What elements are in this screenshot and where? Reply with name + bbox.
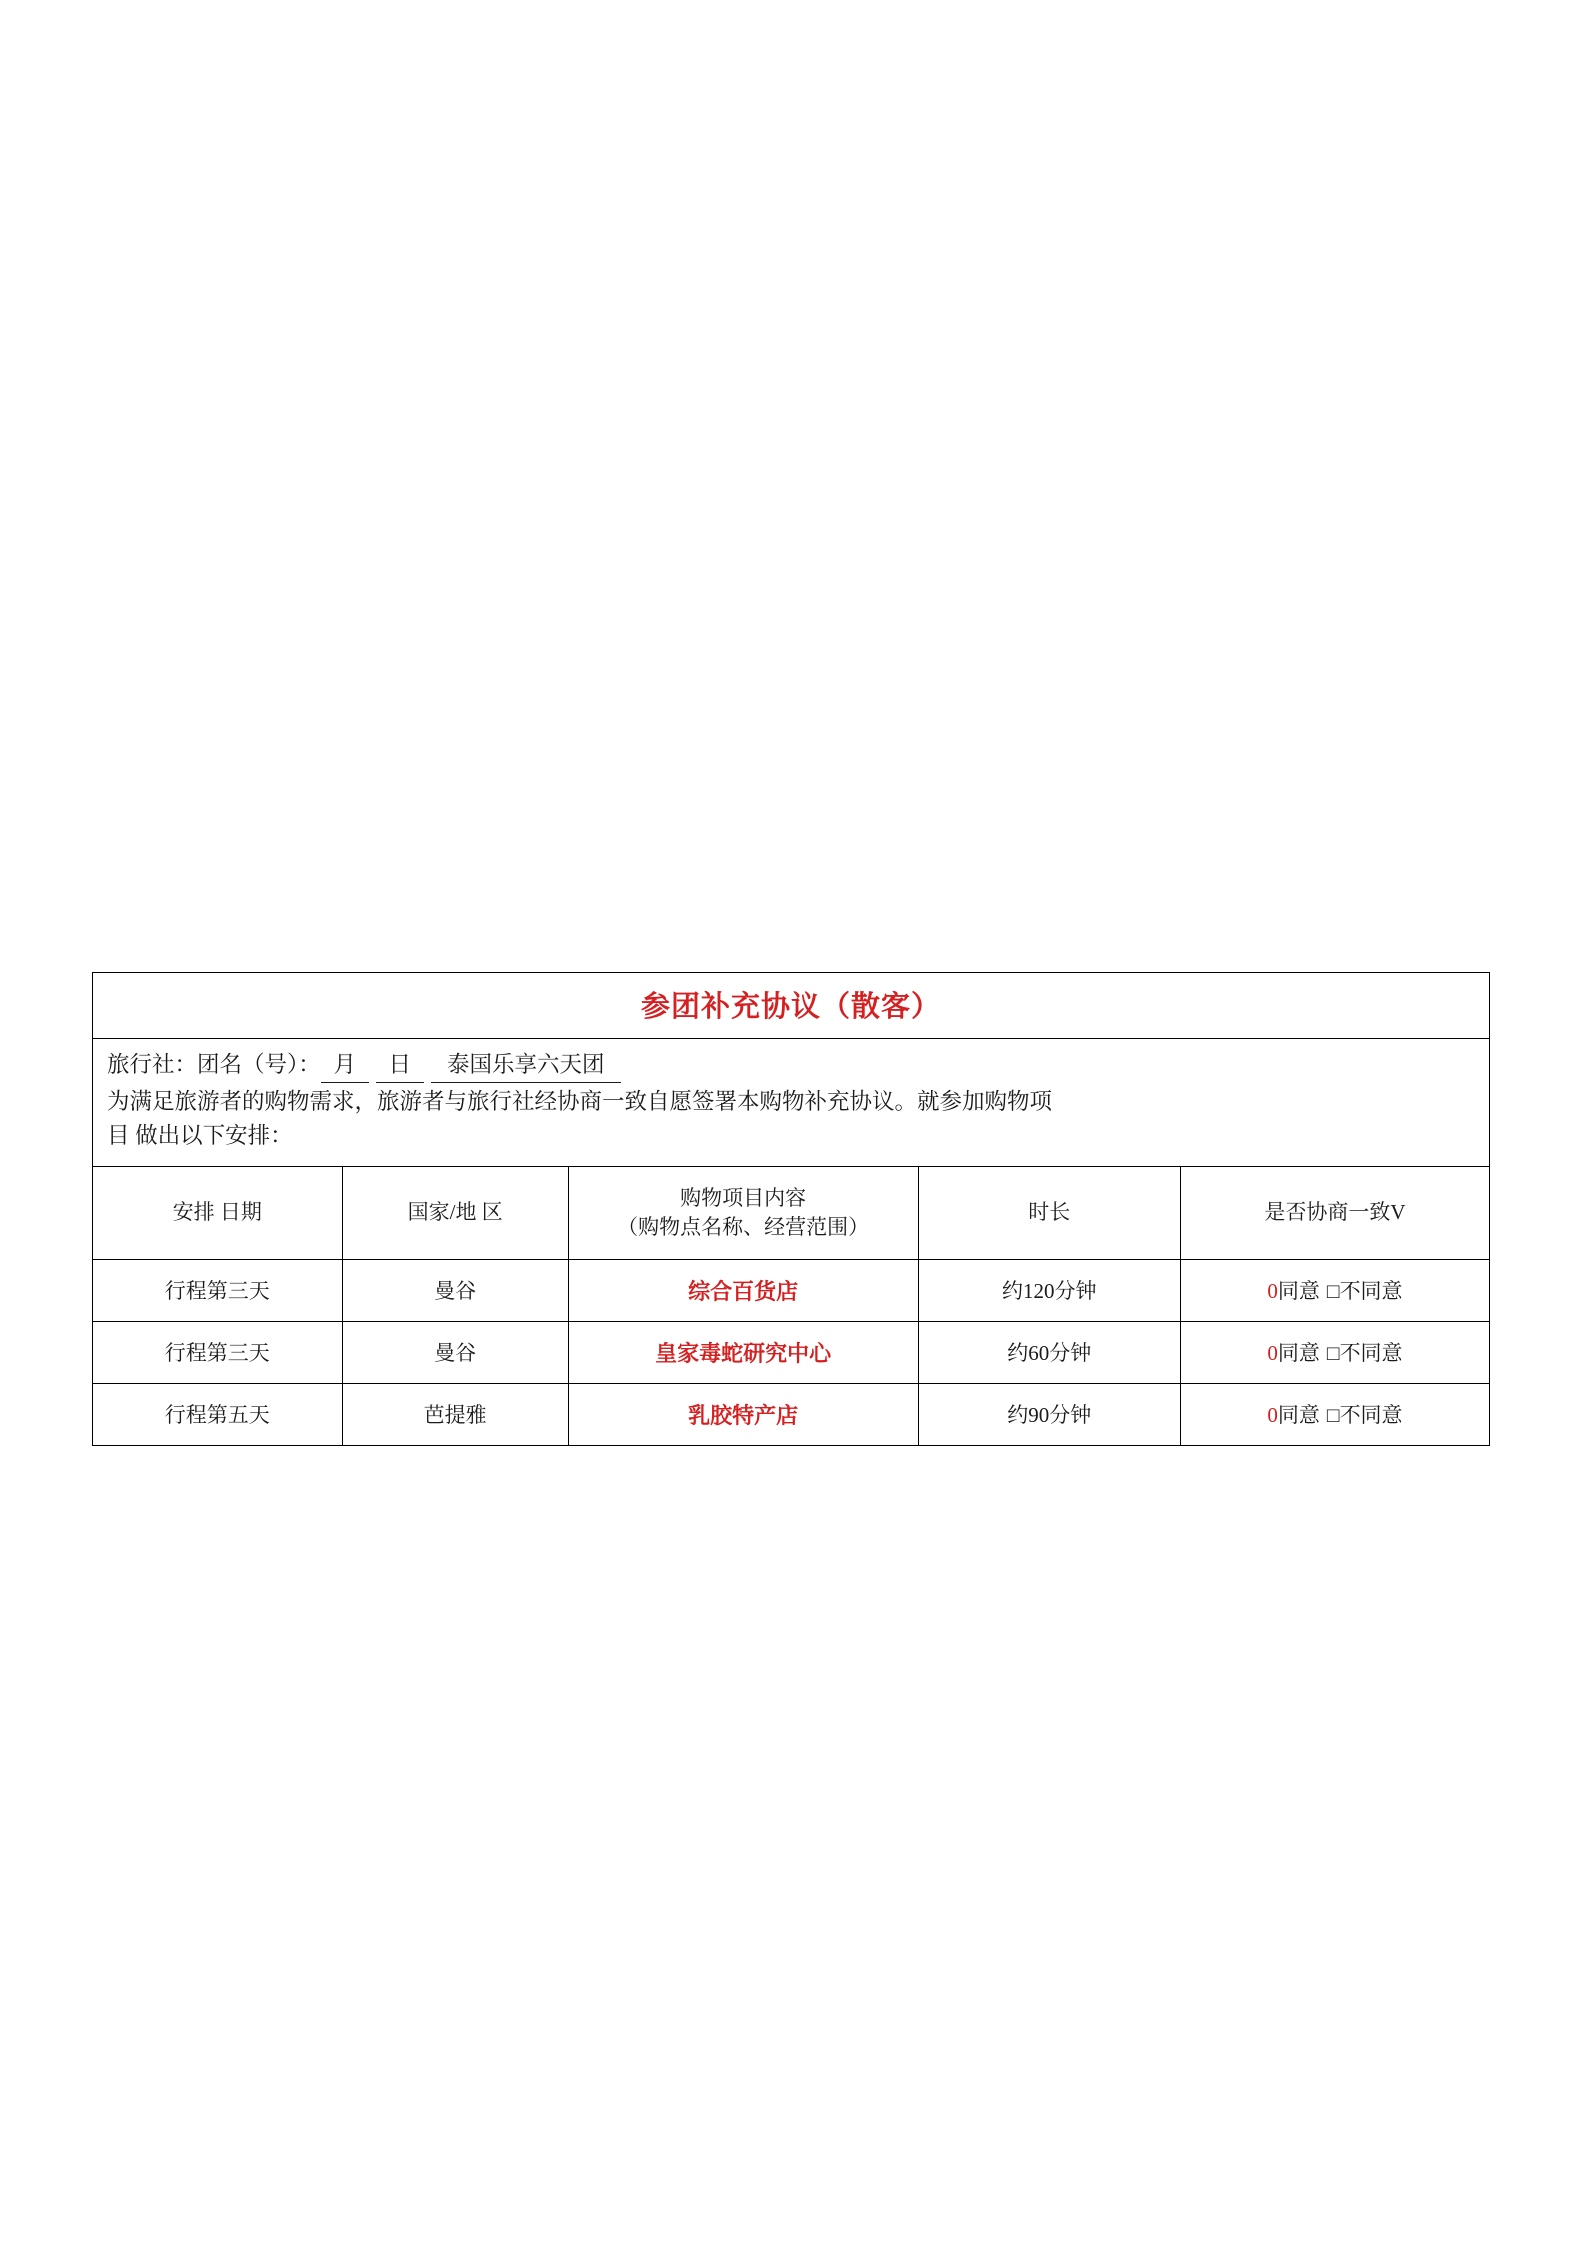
column-header-consent: [1180, 1166, 1489, 1259]
consent-disagree-label: 不同意: [1339, 1341, 1403, 1366]
cell-day: 行程第三天: [93, 1259, 343, 1321]
cell-duration: 约90分钟: [918, 1383, 1180, 1445]
cell-duration: 约120分钟: [918, 1259, 1180, 1321]
cell-day: 行程第五天: [93, 1383, 343, 1445]
cell-shop: [568, 1383, 918, 1445]
cell-duration: 约60分钟: [918, 1321, 1180, 1383]
column-header-shopping-sublabel: （购物点名称、经营范围）: [617, 1214, 870, 1239]
page-title: 参团补充协议（散客）: [640, 991, 941, 1023]
document-title-cell: [93, 973, 1490, 1039]
travel-agency-label: 旅行社：团名（号）：: [107, 1052, 321, 1077]
consent-agree-label: 同意: [1277, 1341, 1320, 1366]
consent-checkbox-disagree[interactable]: □: [1326, 1341, 1340, 1366]
cell-region: 曼谷: [342, 1321, 568, 1383]
consent-checkbox-agree[interactable]: 0: [1267, 1403, 1278, 1428]
intro-row: [93, 1039, 1490, 1167]
intro-line-three: 目 做出以下安排：: [107, 1123, 293, 1149]
column-header-shopping-label: 购物项目内容: [680, 1186, 807, 1211]
group-name-value[interactable]: 泰国乐享六天团: [431, 1048, 621, 1083]
intro-line-two: 为满足旅游者的购物需求，旅游者与旅行社经协商一致自愿签署本购物补充协议。就参加购物项: [107, 1089, 1053, 1115]
cell-consent[interactable]: [1180, 1383, 1489, 1445]
table-row: [93, 1383, 1490, 1445]
cell-region: 曼谷: [342, 1259, 568, 1321]
shop-name: 皇家毒蛇研究中心: [655, 1340, 832, 1366]
table-row: [93, 1259, 1490, 1321]
agreement-document: [92, 972, 1490, 1446]
column-header-shopping: [568, 1166, 918, 1259]
consent-agree-label: 同意: [1277, 1403, 1320, 1428]
intro-line-one: [107, 1048, 1475, 1083]
shop-name: 乳胶特产店: [688, 1402, 799, 1428]
cell-region: 芭提雅: [342, 1383, 568, 1445]
consent-disagree-label: 不同意: [1339, 1279, 1403, 1304]
table-header-row: [93, 1166, 1490, 1259]
table-row: [93, 1321, 1490, 1383]
consent-checkbox-agree[interactable]: 0: [1267, 1279, 1278, 1304]
intro-block: [93, 1039, 1490, 1167]
column-header-day-label: 安排 日期: [172, 1200, 262, 1225]
column-header-region: [342, 1166, 568, 1259]
cell-day: 行程第三天: [93, 1321, 343, 1383]
shop-name: 综合百货店: [688, 1278, 799, 1304]
agreement-table: [92, 972, 1490, 1446]
title-row: [93, 973, 1490, 1039]
column-header-day: [93, 1166, 343, 1259]
cell-shop: [568, 1321, 918, 1383]
consent-checkbox-agree[interactable]: 0: [1267, 1341, 1278, 1366]
consent-disagree-label: 不同意: [1339, 1403, 1403, 1428]
column-header-region-label: 国家/地 区: [407, 1200, 503, 1225]
consent-checkbox-disagree[interactable]: □: [1326, 1279, 1340, 1304]
consent-agree-label: 同意: [1277, 1279, 1320, 1304]
cell-consent[interactable]: [1180, 1259, 1489, 1321]
day-blank[interactable]: 日: [376, 1048, 424, 1083]
month-blank[interactable]: 月: [321, 1048, 369, 1083]
column-header-duration-label: 时长: [1028, 1200, 1071, 1225]
column-header-duration: [918, 1166, 1180, 1259]
cell-consent[interactable]: [1180, 1321, 1489, 1383]
column-header-consent-label: 是否协商一致V: [1264, 1200, 1406, 1225]
consent-checkbox-disagree[interactable]: □: [1326, 1403, 1340, 1428]
cell-shop: [568, 1259, 918, 1321]
